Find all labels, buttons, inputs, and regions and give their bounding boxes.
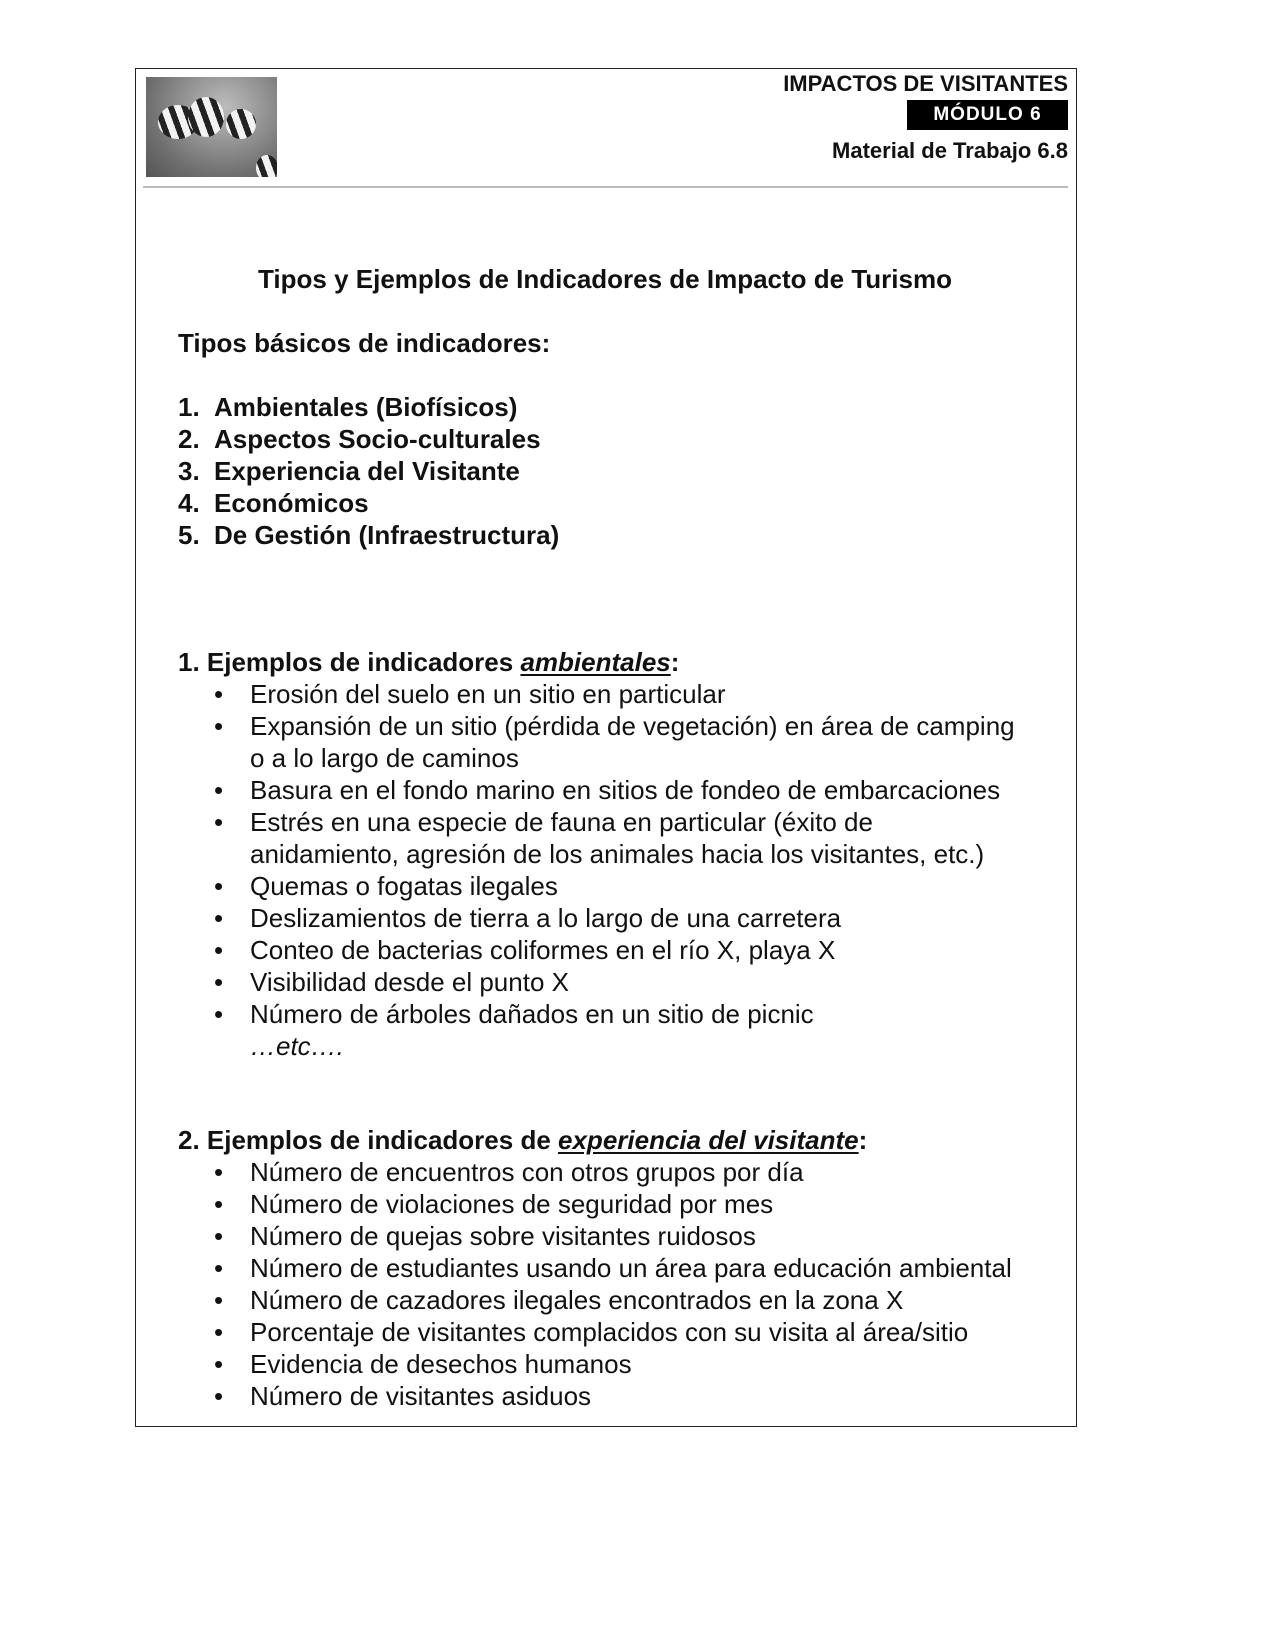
basic-type-item [178,392,517,423]
basic-type-item [178,488,369,519]
bullet-item [214,742,1015,774]
bullet-text: Visibilidad desde el punto X [250,967,569,997]
diver-fish-photo [146,77,277,177]
bullet-item [214,678,1015,710]
item-text: Experiencia del Visitante [214,456,520,486]
bullet-icon: • [214,1317,224,1347]
bullet-icon: • [214,903,224,933]
item-number: 3. [178,456,200,486]
bullet-icon: • [214,1253,224,1283]
bullet-icon: • [214,775,224,805]
bullet-text: Número de encuentros con otros grupos por día [250,1157,804,1187]
bullet-text: o a lo largo de caminos [250,743,519,773]
bullet-item [214,966,1015,998]
bullet-text: Número de estudiantes usando un área para educación ambiental [250,1253,1012,1283]
bullet-icon: • [214,1189,224,1219]
bullet-icon: • [214,1349,224,1379]
bullet-icon: • [214,1285,224,1315]
item-number: 1. [178,392,200,422]
basic-type-item [178,456,520,487]
header-divider [143,186,1068,188]
bullet-text: Estrés en una especie de fauna en particular (éxito de [250,807,873,837]
basic-types-heading: Tipos básicos de indicadores: [178,328,551,358]
bullet-item [214,1188,1012,1220]
bullet-text: Número de visitantes asiduos [250,1381,592,1411]
bullet-text: Expansión de un sitio (pérdida de vegetación) en área de camping [250,711,1015,741]
bullet-item [214,838,1015,870]
material-label: Material de Trabajo 6.8 [832,138,1068,163]
bullet-text: Basura en el fondo marino en sitios de fondeo de embarcaciones [250,775,1001,805]
item-text: Ambientales (Biofísicos) [214,392,518,422]
bullet-item [214,1252,1012,1284]
bullet-item [214,1316,1012,1348]
header-title: IMPACTOS DE VISITANTES [783,71,1068,96]
bullet-text: Erosión del suelo en un sitio en particular [250,679,726,709]
bullet-icon: • [214,1381,224,1411]
bullet-icon: • [214,999,224,1029]
etc-text: …etc…. [250,1031,344,1061]
section-1-heading: 1. Ejemplos de indicadores ambientales: [178,647,680,677]
section-1-list [214,678,1015,1062]
bullet-text: Número de árboles dañados en un sitio de picnic [250,999,814,1029]
bullet-item [214,998,1015,1030]
bullet-text: Número de quejas sobre visitantes ruidosos [250,1221,756,1251]
bullet-item [214,710,1015,742]
bullet-item [214,870,1015,902]
bullet-item [214,1220,1012,1252]
bullet-text: Quemas o fogatas ilegales [250,871,558,901]
bullet-item [214,1380,1012,1412]
document-title: Tipos y Ejemplos de Indicadores de Impacto de Turismo [258,264,952,294]
bullet-icon: • [214,935,224,965]
bullet-text: anidamiento, agresión de los animales hacia los visitantes, etc.) [250,839,985,869]
section-2-heading: 2. Ejemplos de indicadores de experiencia del visitante: [178,1125,868,1155]
bullet-item [214,1348,1012,1380]
bullet-item [214,806,1015,838]
bullet-icon: • [214,679,224,709]
basic-type-item [178,520,559,551]
bullet-text: Deslizamientos de tierra a lo largo de una carretera [250,903,842,933]
item-number: 2. [178,424,200,454]
bullet-icon: • [214,711,224,741]
basic-type-item [178,424,541,455]
bullet-text: Evidencia de desechos humanos [250,1349,632,1379]
bullet-text: Número de violaciones de seguridad por mes [250,1189,774,1219]
bullet-item [214,934,1015,966]
item-number: 5. [178,520,200,550]
bullet-item [214,774,1015,806]
bullet-text: Número de cazadores ilegales encontrados en la zona X [250,1285,904,1315]
bullet-item [214,1156,1012,1188]
item-number: 4. [178,488,200,518]
bullet-item [214,1284,1012,1316]
bullet-icon: • [214,807,224,837]
bullet-text: Conteo de bacterias coliformes en el río X, playa X [250,935,836,965]
item-text: De Gestión (Infraestructura) [214,520,560,550]
bullet-text: Porcentaje de visitantes complacidos con su visita al área/sitio [250,1317,969,1347]
item-text: Aspectos Socio-culturales [214,424,541,454]
bullet-item [214,902,1015,934]
bullet-icon: • [214,1157,224,1187]
section-2-list [214,1156,1012,1412]
bullet-icon: • [214,967,224,997]
module-badge: MÓDULO 6 [907,100,1068,130]
item-text: Económicos [214,488,369,518]
bullet-icon: • [214,1221,224,1251]
bullet-icon: • [214,871,224,901]
